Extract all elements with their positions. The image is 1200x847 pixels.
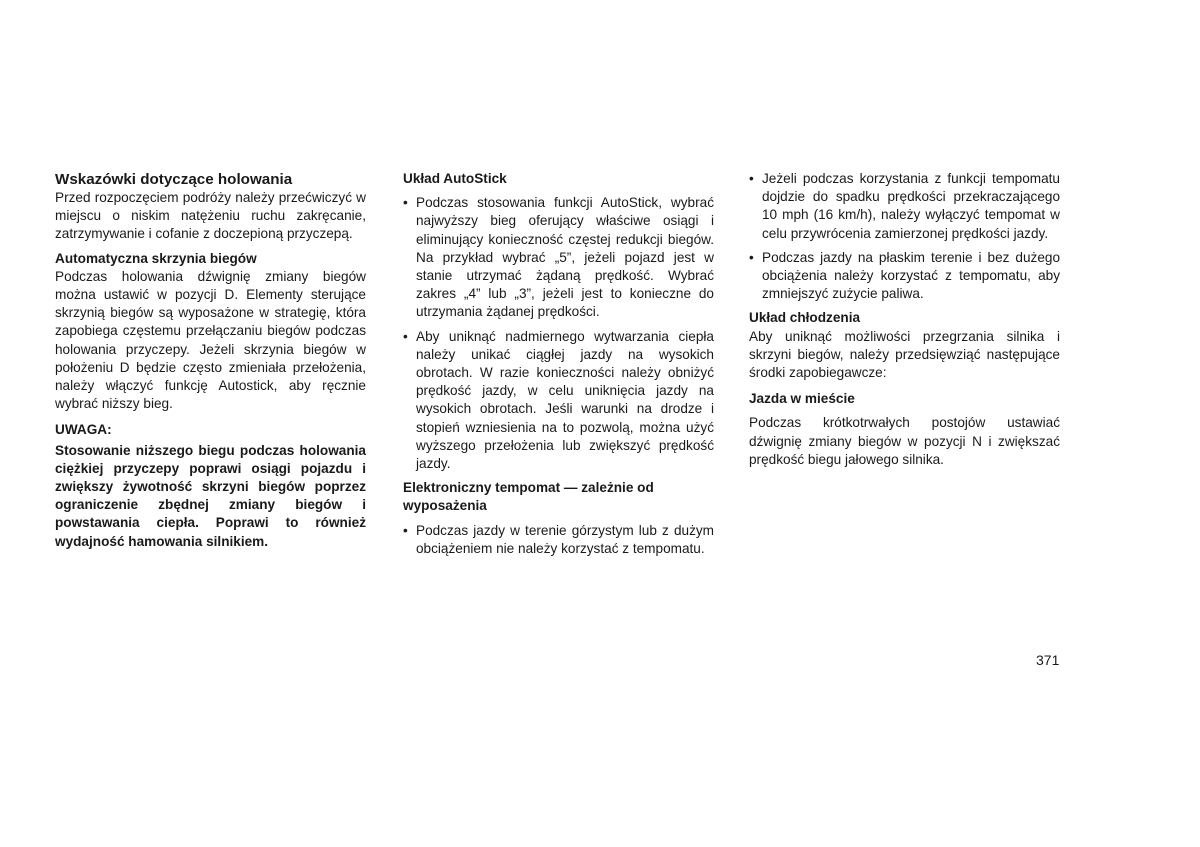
autostick-heading: Układ AutoStick [403, 171, 507, 186]
cooling-system-text: Aby uniknąć możliwości przegrzania silnika i skrzyni biegów, należy przedsięwziąć następujące środki zapobiegawcze: [749, 328, 1060, 381]
list-item: • Podczas jazdy na płaskim terenie i bez dużego obciążenia należy korzystać z tempomatu, aby zmniejszyć zużycie paliwa. [749, 249, 1060, 302]
bullet-icon: • [749, 171, 754, 186]
bullet-icon: • [403, 328, 408, 344]
left-column [55, 170, 366, 551]
bullet-icon: • [403, 522, 408, 538]
note-text: Stosowanie niższego biegu podczas holowania ciężkiej przyczepy poprawi osiągi pojazdu i zwiększy żywotność skrzyni biegów poprzez ograniczenie zbędnej zmiany biegów i powstawania ciepła. Poprawi to również wydajność hamowania silnikiem. [55, 442, 366, 549]
city-driving-text: Podczas krótkotrwałych postojów ustawiać dźwignię zmiany biegów w pozycji N i zwiększać prędkość biegu jałowego silnika. [749, 415, 1060, 467]
list-item: • Aby uniknąć nadmiernego wytwarzania ciepła należy unikać ciągłej jazdy na wysokich obrotach. W razie konieczności należy obniżyć prędkość jazdy, w celu uniknięcia jazdy na wysokich obrotach. Jeśli warunki na drodze i stopień wzniesienia na to pozwolą, można użyć wyższego przełożenia lub zwiększyć prędkość jazdy. [403, 328, 714, 472]
bullet-icon: • [403, 195, 408, 211]
list-item: • Podczas stosowania funkcji AutoStick, wybrać najwyższy bieg oferujący właściwe osiągi i eliminujący konieczność częstej redukcji biegów. Na przykład wybrać „5”, jeżeli pojazd jest w stanie utrzymać żądaną prędkość. Wybrać zakres „4” lub „3”, jeżeli jest to konieczne do utrzymania żądanej prędkości. [403, 195, 714, 320]
towing-intro-text: Przed rozpoczęciem podróży należy przećwiczyć w miejscu o niskim natężeniu ruchu zakręcanie, zatrzymywanie i cofanie z doczepioną przyczepą. [55, 190, 366, 242]
towing-tips-heading: Wskazówki dotyczące holowania [55, 171, 293, 188]
list-item: • Podczas jazdy w terenie górzystym lub z dużym obciążeniem nie należy korzystać z tempomatu. [403, 522, 714, 556]
cruise-tips-list [749, 170, 1060, 303]
list-item: • Jeżeli podczas korzystania z funkcji tempomatu dojdzie do spadku prędkości przekraczającego 10 mph (16 km/h), należy wyłączyć tempomat w celu przywrócenia zamierzonej prędkości jazdy. [749, 171, 1060, 241]
bullet-icon: • [749, 249, 754, 265]
note-heading: UWAGA: [55, 422, 112, 438]
city-driving-heading: Jazda w mieście [749, 391, 855, 407]
cooling-system-heading: Układ chłodzenia [749, 310, 861, 326]
cruise-control-list [403, 522, 714, 558]
right-column [749, 170, 1060, 469]
autostick-list [403, 194, 714, 473]
auto-transmission-text: Podczas holowania dźwignię zmiany biegów można ustawić w pozycji D. Elementy sterujące skrzynią biegów są wyposażone w strategię, która zapobiega częstemu przełączaniu biegów podczas holowania przyczepy. Jeżeli skrzynia biegów w położeniu D będzie często zmieniała przełożenia, należy włączyć funkcję Autostick, aby ręcznie wybrać niższy bieg. [55, 268, 366, 412]
cruise-control-heading: Elektroniczny tempomat — zależnie od wyposażenia [403, 480, 654, 514]
page-number: 371 [1036, 652, 1060, 668]
middle-column [403, 170, 714, 564]
auto-transmission-heading: Automatyczna skrzynia biegów [55, 250, 257, 266]
